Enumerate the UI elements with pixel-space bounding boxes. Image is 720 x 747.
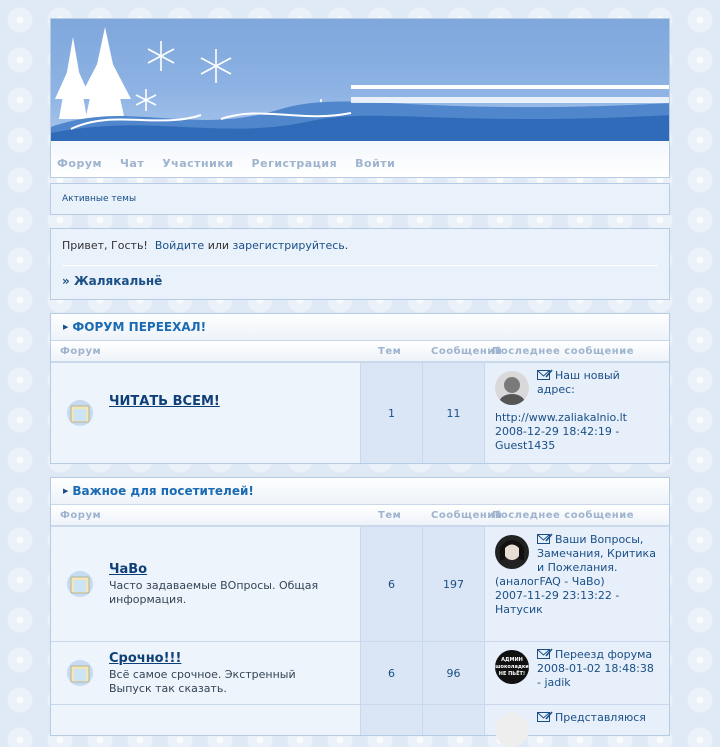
- topics-count: 6: [361, 527, 423, 641]
- last-post-cell: [485, 705, 669, 735]
- divider: [62, 265, 658, 266]
- welcome-box: [50, 228, 670, 300]
- col-last-post: Последнее сообщение: [492, 345, 634, 357]
- posts-count: 197: [423, 527, 485, 641]
- forum-row: [51, 362, 669, 463]
- breadcrumb: [62, 274, 658, 288]
- forum-title[interactable]: ЧаВо: [109, 561, 148, 577]
- forum-folder-icon: [65, 400, 95, 426]
- last-post-cell: [485, 527, 669, 641]
- column-headers: [51, 341, 669, 362]
- last-post-icon[interactable]: [537, 711, 553, 722]
- or-text: или: [207, 239, 230, 252]
- forum-folder-icon: [65, 571, 95, 597]
- forum-cell: [51, 527, 361, 641]
- quick-links: [50, 183, 670, 215]
- last-post-link[interactable]: Ваши Вопросы, Замечания, Критика и Пожелания. (аналогFAQ - ЧаВо): [495, 533, 656, 588]
- forum-cell: [51, 642, 361, 704]
- header-banner: [51, 19, 670, 141]
- category-title[interactable]: ФОРУМ ПЕРЕЕХАЛ!: [72, 320, 207, 334]
- category-title[interactable]: Важное для посетителей!: [72, 484, 254, 498]
- last-post-link[interactable]: Наш новый адрес:: [537, 369, 620, 396]
- register-link[interactable]: зарегистрируйтесь: [232, 239, 345, 252]
- forum-title[interactable]: Срочно!!!: [109, 650, 182, 666]
- avatar-text-3: НЕ ПЬЁТ!: [498, 671, 526, 677]
- avatar: [495, 535, 529, 569]
- last-post-icon[interactable]: [537, 648, 553, 659]
- greeting-text: Привет, Гость!: [62, 239, 148, 252]
- forum-row: [51, 526, 669, 641]
- col-posts: Сообщений: [431, 509, 503, 521]
- last-post-url[interactable]: http://www.zaliakalnio.lt: [495, 411, 627, 424]
- active-topics-link[interactable]: Активные темы: [62, 194, 137, 204]
- topics-count: 1: [361, 363, 423, 463]
- last-post-link[interactable]: Представляюся: [555, 711, 646, 724]
- posts-count: 11: [423, 363, 485, 463]
- period-text: .: [344, 239, 349, 252]
- forum-info: [109, 394, 220, 409]
- forum-row: [51, 641, 669, 704]
- forum-cell: [51, 363, 361, 463]
- category-header: [51, 314, 669, 341]
- expand-arrow-icon[interactable]: ▶: [63, 487, 69, 495]
- main-nav: [57, 157, 395, 170]
- last-post-link[interactable]: Переезд форума: [555, 648, 653, 661]
- avatar: [495, 650, 529, 684]
- forum-info: [109, 651, 329, 696]
- forum-description: Всё самое срочное. Экстренный Выпуск так сказать.: [109, 667, 296, 695]
- nav-login[interactable]: Войти: [355, 157, 396, 170]
- last-post-icon[interactable]: [537, 533, 553, 544]
- col-forum: Форум: [60, 509, 102, 521]
- posts-count: [423, 705, 485, 735]
- board-name[interactable]: Жалякальнё: [73, 274, 163, 288]
- col-posts: Сообщений: [431, 345, 503, 357]
- nav-forum[interactable]: Форум: [57, 157, 103, 170]
- topics-count: 6: [361, 642, 423, 704]
- last-post-meta: 2008-01-02 18:48:38 - jadik: [537, 662, 654, 689]
- last-post-meta: 2008-12-29 18:42:19 - Guest1435: [495, 425, 620, 452]
- avatar: [495, 713, 529, 747]
- nav-chat[interactable]: Чат: [120, 157, 145, 170]
- avatar-text-2: шоколадки: [495, 664, 529, 670]
- col-topics: Тем: [378, 509, 402, 521]
- last-post-cell: [485, 642, 669, 704]
- login-link[interactable]: Войдите: [154, 239, 205, 252]
- posts-count: 96: [423, 642, 485, 704]
- forum-folder-icon: [65, 660, 95, 686]
- nav-members[interactable]: Участники: [162, 157, 234, 170]
- last-post-cell: [485, 363, 669, 463]
- category-header: [51, 478, 669, 505]
- nav-register[interactable]: Регистрация: [251, 157, 338, 170]
- last-post-meta: 2007-11-29 23:13:22 - Натусик: [495, 589, 620, 616]
- col-topics: Тем: [378, 345, 402, 357]
- forum-title[interactable]: ЧИТАТЬ ВСЕМ!: [109, 393, 220, 409]
- expand-arrow-icon[interactable]: ▶: [63, 323, 69, 331]
- last-post-icon[interactable]: [537, 369, 553, 380]
- welcome-line: [62, 229, 658, 252]
- column-headers: [51, 505, 669, 526]
- category-block: [50, 313, 670, 464]
- avatar-text-1: АДМИН: [501, 657, 523, 663]
- forum-cell: [51, 705, 361, 735]
- topics-count: [361, 705, 423, 735]
- winter-banner-art: [51, 19, 670, 141]
- category-block: [50, 477, 670, 736]
- page-wrapper: [50, 18, 670, 736]
- header: [50, 18, 670, 178]
- forum-info: [109, 562, 329, 607]
- avatar: [495, 371, 529, 405]
- forum-description: Часто задаваемые ВОпросы. Общая информация.: [109, 578, 319, 606]
- breadcrumb-arrow: »: [62, 274, 70, 288]
- col-last-post: Последнее сообщение: [492, 509, 634, 521]
- col-forum: Форум: [60, 345, 102, 357]
